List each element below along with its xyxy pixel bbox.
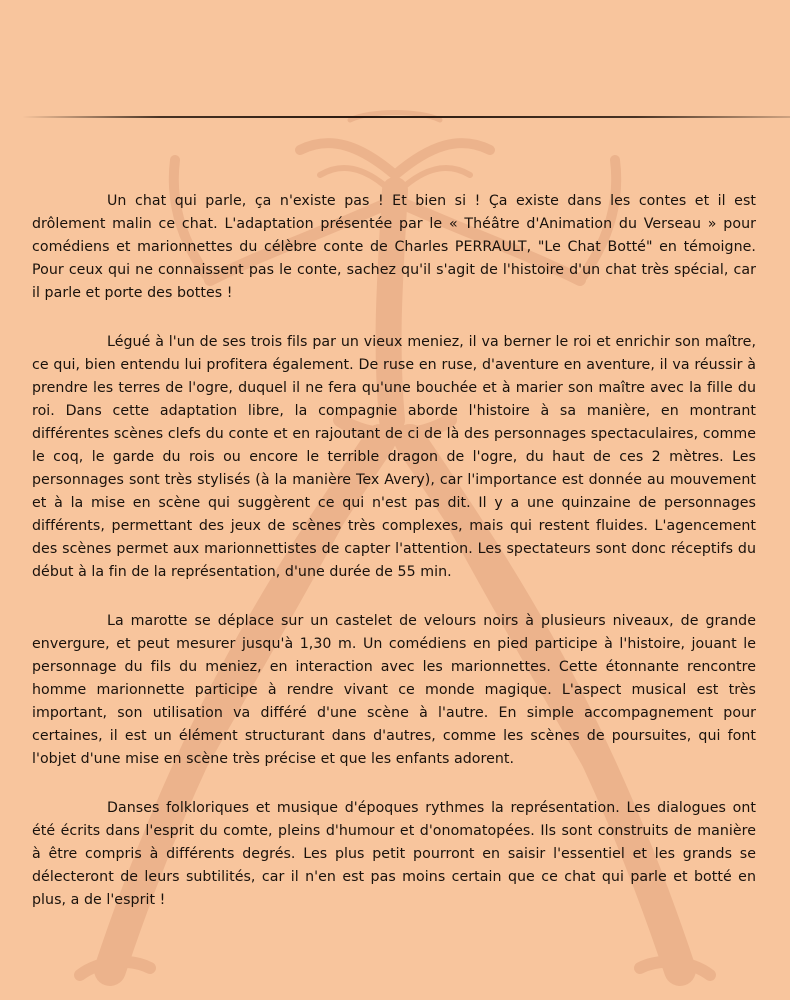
paragraph-1: Un chat qui parle, ça n'existe pas ! Et bien si ! Ça existe dans les contes et il est drôlement malin ce chat. L'adaptation présentée par le « Théâtre d'Animation du Verseau » pour comédiens et marionnettes du célèbre conte de Charles PERRAULT, "Le Chat Botté" en témoigne. Pour ceux qui ne connaissent pas le conte, sachez qu'il s'agit de l'histoire d'un chat très spécial, car il parle et porte des bottes !: [32, 193, 756, 301]
top-divider-line: [22, 116, 790, 118]
paragraph-3: La marotte se déplace sur un castelet de velours noirs à plusieurs niveaux, de grande envergure, et peut mesurer jusqu'à 1,30 m. Un comédiens en pied participe à l'histoire, jouant le personnage du fils du meniez, en interaction avec les marionnettes. Cette étonnante rencontre homme marionnette participe à rendre vivant ce monde magique. L'aspect musical est très important, son utilisation va différé d'une scène à l'autre. En simple accompagnement pour certaines, il est un élément structurant dans d'autres, comme les scènes de poursuites, qui font l'objet d'une mise en scène très précise et que les enfants adorent.: [32, 613, 756, 767]
paragraph-4: Danses folkloriques et musique d'époques rythmes la représentation. Les dialogues ont été écrits dans l'esprit du comte, pleins d'humour et d'onomatopées. Ils sont construits de manière à être compris à différents degrés. Les plus petit pourront en saisir l'essentiel et les grands se délecteront de leurs subtilités, car il n'en est pas moins certain que ce chat qui parle et botté en plus, a de l'esprit !: [32, 800, 756, 908]
article-body: [32, 190, 756, 938]
paragraph-2: Légué à l'un de ses trois fils par un vieux meniez, il va berner le roi et enrichir son maître, ce qui, bien entendu lui profitera également. De ruse en ruse, d'aventure en aventure, il va réussir à prendre les terres de l'ogre, duquel il ne fera qu'une bouchée et à marier son maître avec la fille du roi. Dans cette adaptation libre, la compagnie aborde l'histoire à sa manière, en montrant différentes scènes clefs du conte et en rajoutant de ci de là des personnages spectaculaires, comme le coq, le garde du rois ou encore le terrible dragon de l'ogre, du haut de ces 2 mètres. Les personnages sont très stylisés (à la manière Tex Avery), car l'importance est donnée au mouvement et à la mise en scène qui suggèrent ce qui n'est pas dit. Il y a une quinzaine de personnages différents, permettant des jeux de scènes très complexes, mais qui restent fluides. L'agencement des scènes permet aux marionnettistes de capter l'attention. Les spectateurs sont donc réceptifs du début à la fin de la représentation, d'une durée de 55 min.: [32, 334, 756, 580]
